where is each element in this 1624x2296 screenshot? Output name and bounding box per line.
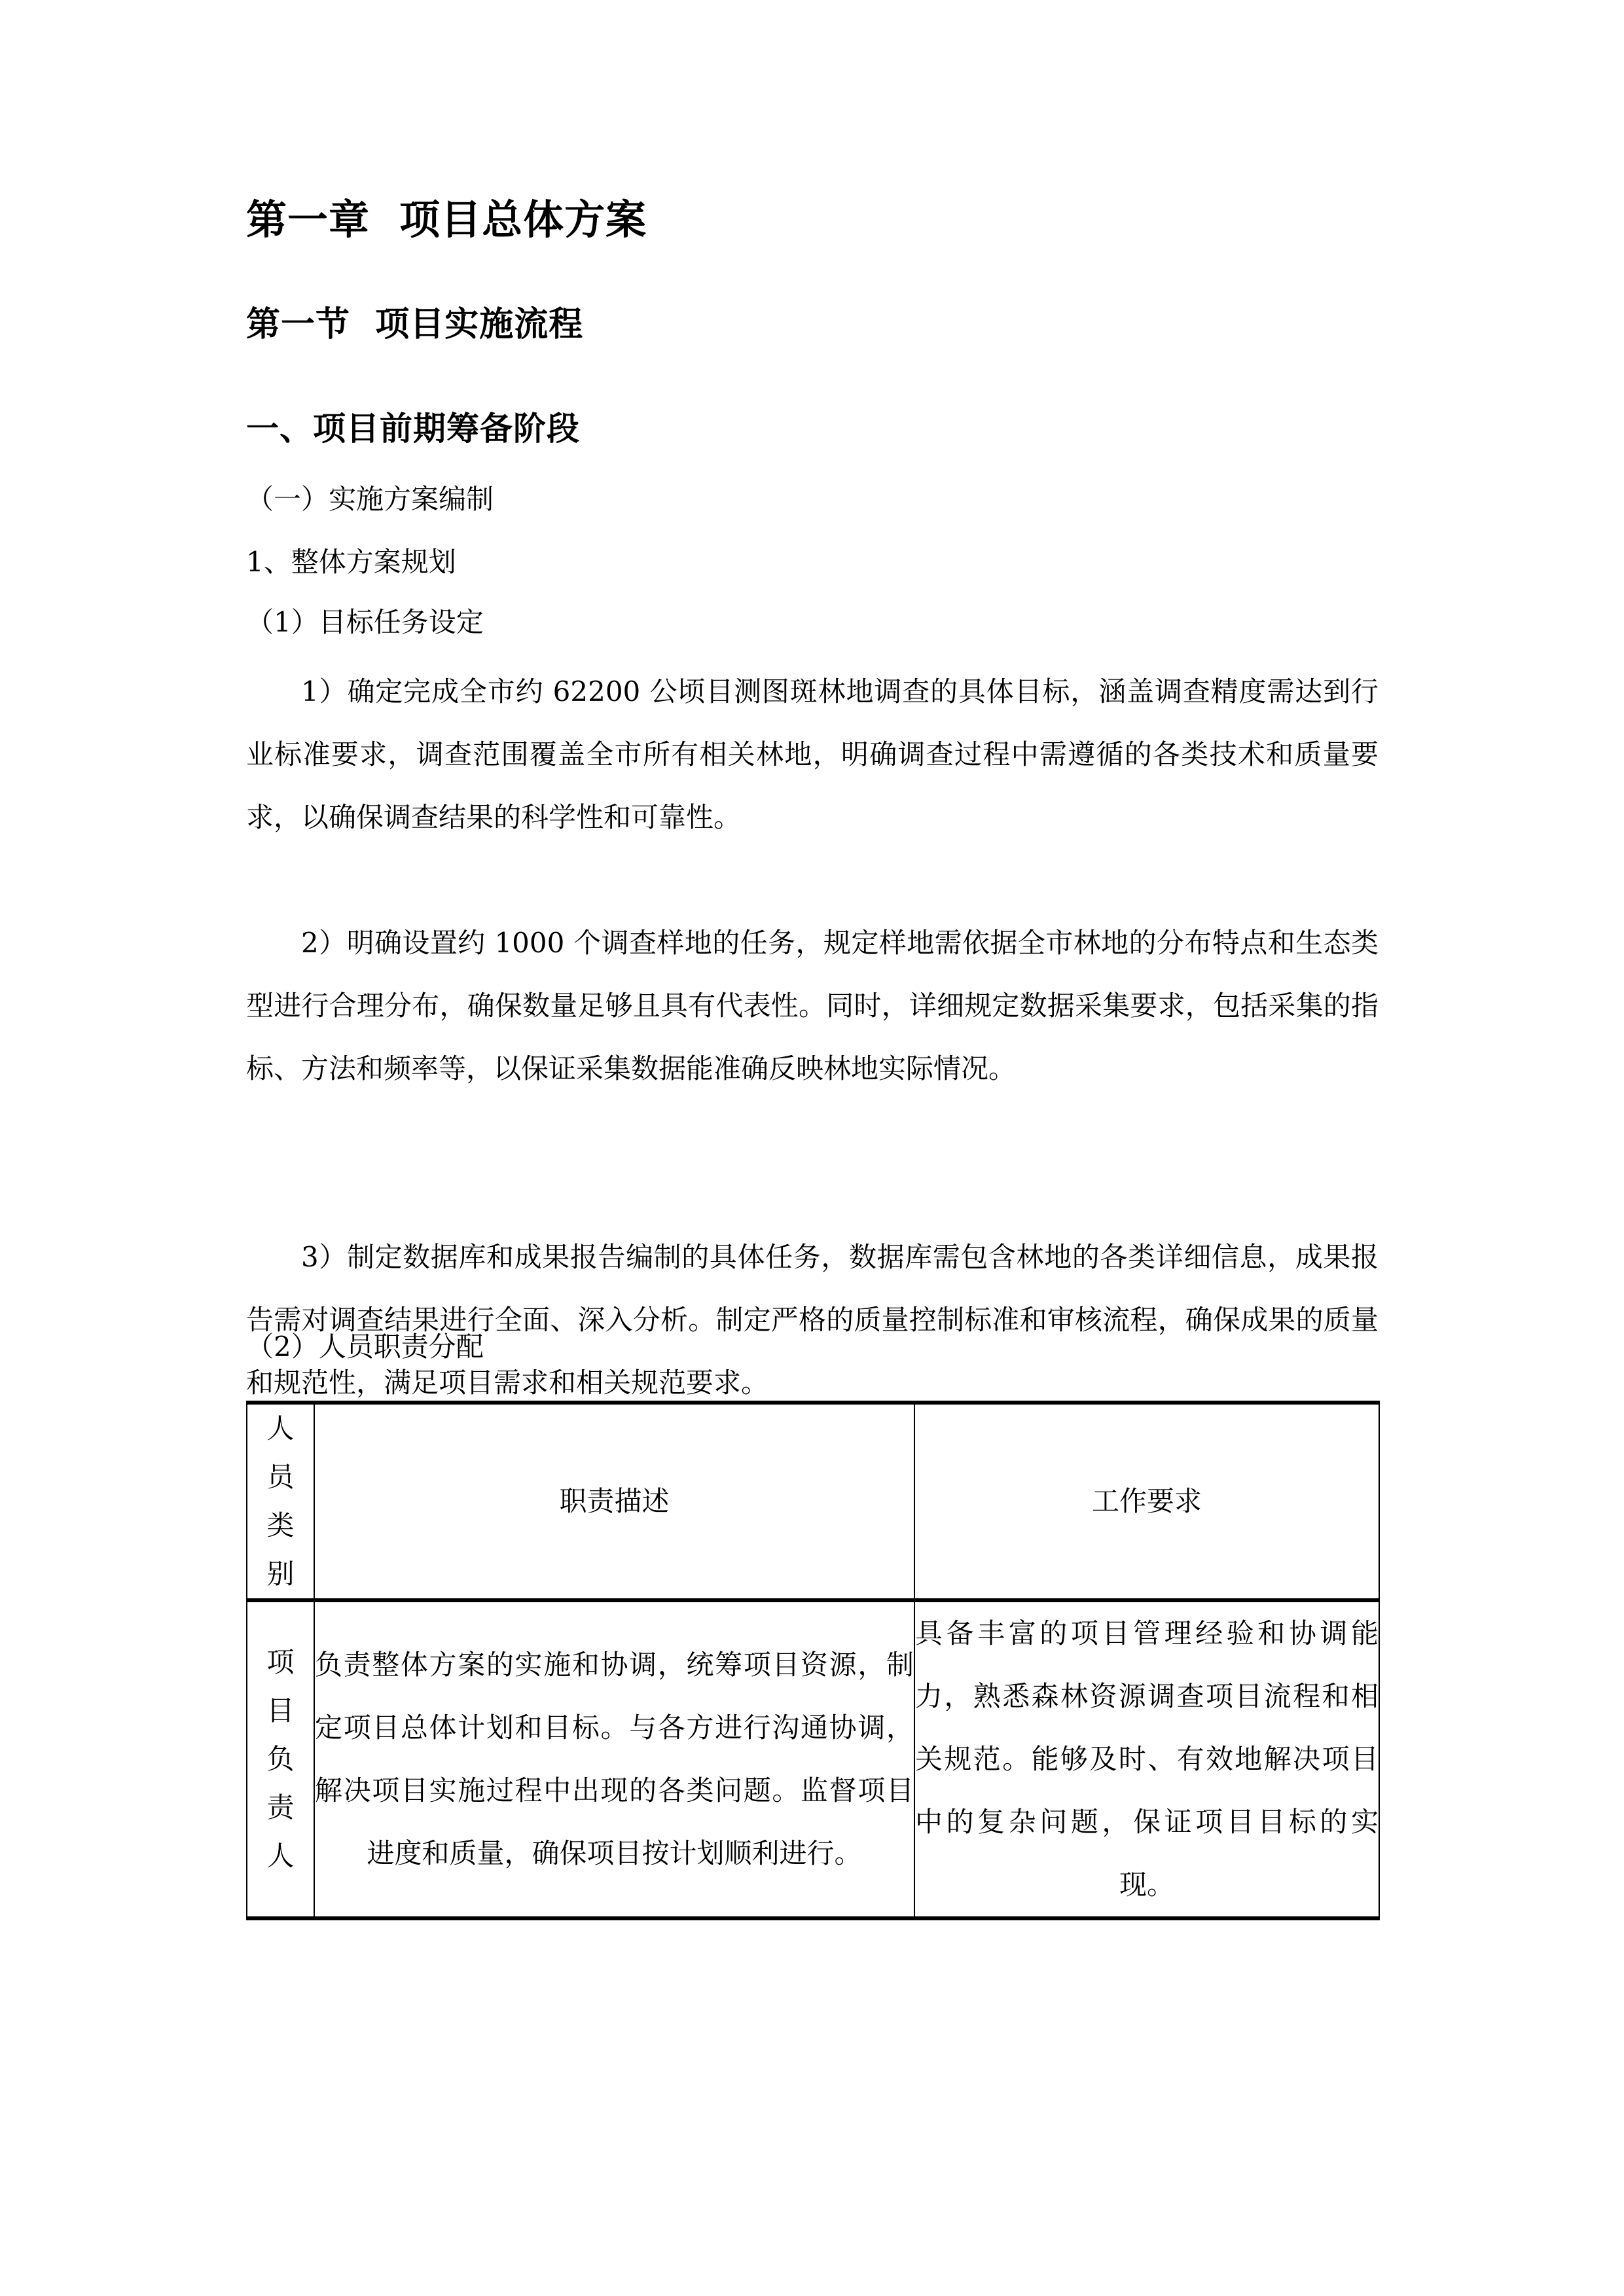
column-header-duty: 职责描述	[314, 1403, 914, 1600]
subsection-heading: 一、项目前期筹备阶段	[246, 409, 580, 448]
chapter-heading: 第一章 项目总体方案	[246, 196, 647, 243]
category-char: 目	[266, 1695, 295, 1727]
column-header-requirement: 工作要求	[914, 1403, 1379, 1600]
category-char: 责	[266, 1791, 295, 1823]
category-char: 项	[266, 1646, 295, 1678]
body-paragraph-3: 3）制定数据库和成果报告编制的具体任务，数据库需包含林地的各类详细信息，成果报告需对调查结果进行全面、深入分析。制定严格的质量控制标准和审核流程，确保成果的质量和规范性，满足项目需求和相关规范要求。	[246, 1241, 1379, 1399]
body-paragraph-1: 1）确定完成全市约 62200 公顷目测图斑林地调查的具体目标，涵盖调查精度需达到行业标准要求，调查范围覆盖全市所有相关林地，明确调查过程中需遵循的各类技术和质量要求，以确保调查结果的科学性和可靠性。	[246, 675, 1379, 833]
category-char: 负	[266, 1743, 295, 1775]
table-header-row	[247, 1403, 1379, 1600]
duty-table-wrapper	[246, 1401, 1379, 1920]
body-paragraph-2: 2）明确设置约 1000 个调查样地的任务，规定样地需依据全市林地的分布特点和生态类型进行合理分布，确保数量足够且具有代表性。同时，详细规定数据采集要求，包括采集的指标、方法和频率等，以保证采集数据能准确反映林地实际情况。	[246, 927, 1379, 1085]
category-char: 人	[266, 1412, 295, 1444]
cell-requirement: 具备丰富的项目管理经验和协调能力，熟悉森林资源调查项目流程和相关规范。能够及时、有效地解决项目中的复杂问题，保证项目目标的实现。	[914, 1600, 1379, 1918]
level5-heading: 1、整体方案规划	[246, 546, 456, 578]
personnel-duty-table	[246, 1401, 1380, 1920]
category-char: 别	[266, 1558, 295, 1590]
cell-category	[247, 1600, 314, 1918]
level4-heading: （一）实施方案编制	[246, 483, 494, 515]
column-header-category	[247, 1403, 314, 1600]
section-heading: 第一节 项目实施流程	[246, 304, 584, 344]
category-char: 人	[266, 1840, 295, 1872]
table-row	[247, 1600, 1379, 1918]
level6-heading: （1）目标任务设定	[246, 606, 484, 638]
category-char: 员	[266, 1461, 295, 1493]
level6-heading-b: （2）人员职责分配	[246, 1331, 484, 1363]
category-char: 类	[266, 1509, 295, 1541]
cell-duty: 负责整体方案的实施和协调，统筹项目资源，制定项目总体计划和目标。与各方进行沟通协调，解决项目实施过程中出现的各类问题。监督项目进度和质量，确保项目按计划顺利进行。	[314, 1600, 914, 1918]
